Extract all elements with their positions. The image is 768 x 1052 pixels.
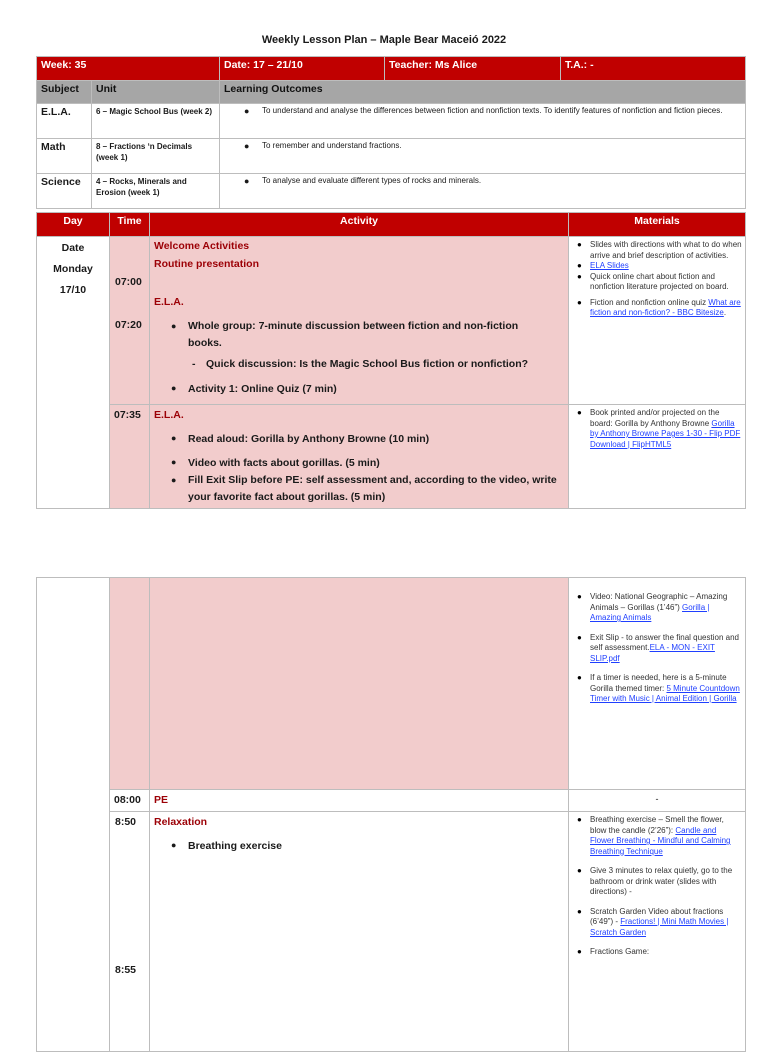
material-item xyxy=(590,408,742,450)
material-item: ● Fractions Game: xyxy=(590,947,742,958)
subject-row-ela xyxy=(37,104,746,139)
day-header: Day xyxy=(37,213,110,237)
bullet-icon: ● xyxy=(171,840,177,850)
schedule-row-ela-2 xyxy=(37,405,746,509)
material-text: Breathing exercise – Smell the flower, blow the candle (2’26”): xyxy=(590,815,724,835)
gorilla-video-link[interactable]: Gorilla | Amazing Animals xyxy=(590,602,710,622)
outcome-text: ● To analyse and evaluate different types of rocks and minerals. xyxy=(262,176,741,186)
quick-discussion-text: Quick discussion: Is the Magic School Bus fiction or nonfiction? xyxy=(206,358,529,370)
material-item xyxy=(590,673,742,705)
day-cell xyxy=(37,237,110,509)
time-0850: 8:50 xyxy=(115,816,137,828)
quick-discussion xyxy=(192,358,529,370)
read-aloud-text: Read aloud: Gorilla by Anthony Browne (10 min) xyxy=(188,433,430,445)
time-0855: 8:55 xyxy=(115,964,137,976)
ta-cell: T.A.: - xyxy=(561,57,746,81)
material-item: ● Slides with directions with what to do when arrive and brief description of activities. xyxy=(590,240,742,261)
whole-group-text: Whole group: 7-minute discussion between fiction and non-fiction books. xyxy=(188,320,519,349)
outcomes-table xyxy=(36,56,746,209)
date-cell: Date: 17 – 21/10 xyxy=(220,57,385,81)
ela-label: E.L.A. xyxy=(154,296,184,308)
subject-outcome xyxy=(220,174,746,209)
relaxation-label: Relaxation xyxy=(154,816,208,828)
materials-header: Materials xyxy=(569,213,746,237)
material-text: If a timer is needed, here is a 5-minute Gorilla themed timer: xyxy=(590,673,727,693)
subject-name: E.L.A. xyxy=(37,104,92,139)
gorilla-timer-link[interactable]: 5 Minute Countdown Timer with Music | Animal Edition | Gorilla xyxy=(590,683,740,703)
materials-list xyxy=(574,408,742,450)
subject-header-row xyxy=(37,81,746,104)
subject-unit: 4 – Rocks, Minerals and Erosion (week 1) xyxy=(92,174,220,209)
breathing-video-link[interactable]: Candle and Flower Breathing - Mindful and Calming Breathing Technique xyxy=(590,825,731,856)
time-0700: 07:00 xyxy=(115,276,142,288)
time-cell xyxy=(110,812,150,1052)
material-text: Book printed and/or projected on the board: Gorilla by Anthony Browne xyxy=(590,408,720,428)
material-item: ● Give 3 minutes to relax quietly, go to the bathroom or drink water (slides with directions) - xyxy=(590,866,742,898)
time-0720: 07:20 xyxy=(115,319,142,331)
activity-header: Activity xyxy=(150,213,569,237)
day-cell-continued xyxy=(37,578,110,1052)
outcomes-header: Learning Outcomes xyxy=(220,81,746,104)
page-title: Weekly Lesson Plan – Maple Bear Maceió 2022 xyxy=(261,34,507,46)
activity-cell xyxy=(150,812,569,1052)
material-item xyxy=(590,261,742,272)
subject-row-science xyxy=(37,174,746,209)
gorilla-book-link[interactable]: Gorilla by Anthony Browne Pages 1-30 - Flip PDF Download | FlipHTML5 xyxy=(590,418,741,449)
bullet-icon: ● xyxy=(171,475,177,485)
subject-header: Subject xyxy=(37,81,92,104)
material-item xyxy=(590,592,742,624)
week-cell: Week: 35 xyxy=(37,57,220,81)
material-item xyxy=(590,907,742,939)
subject-outcome xyxy=(220,139,746,174)
subject-row-math xyxy=(37,139,746,174)
dash-icon: - xyxy=(192,358,196,370)
subject-name: Science xyxy=(37,174,92,209)
material-item xyxy=(590,815,742,857)
ela-label: E.L.A. xyxy=(154,409,184,421)
day-date: 17/10 xyxy=(59,284,87,296)
activity-cell xyxy=(150,237,569,405)
time-cell xyxy=(110,237,150,405)
material-text: Fiction and nonfiction online quiz xyxy=(590,297,709,307)
unit-header: Unit xyxy=(92,81,220,104)
schedule-row-relaxation xyxy=(37,812,746,1052)
whole-group-bullet xyxy=(171,318,548,352)
pe-label: PE xyxy=(150,790,569,812)
materials-cell xyxy=(569,578,746,790)
bullet-icon: ● xyxy=(171,457,177,467)
materials-cell xyxy=(569,812,746,1052)
materials-list xyxy=(574,815,742,958)
bullet-icon: ● xyxy=(171,433,177,443)
subject-unit: 8 – Fractions ‘n Decimals (week 1) xyxy=(92,139,220,174)
outcome-text: ● To remember and understand fractions. xyxy=(262,141,741,151)
ela-slides-link[interactable]: ELA Slides xyxy=(590,261,629,270)
material-item xyxy=(590,633,742,665)
welcome-activities: Welcome Activities xyxy=(154,240,250,252)
materials-list xyxy=(574,581,742,705)
routine-presentation: Routine presentation xyxy=(154,258,260,270)
schedule-row-morning xyxy=(37,237,746,405)
activity-cell xyxy=(150,405,569,509)
read-aloud-bullet xyxy=(171,433,430,445)
pe-materials: - xyxy=(569,790,746,812)
breathing-text: Breathing exercise xyxy=(188,840,282,852)
subject-outcome xyxy=(220,104,746,139)
teacher-cell: Teacher: Ms Alice xyxy=(385,57,561,81)
exit-slip-link[interactable]: ELA - MON - EXIT SLIP.pdf xyxy=(590,643,715,663)
time-header: Time xyxy=(110,213,150,237)
video-bullet xyxy=(171,457,380,469)
bbc-quiz-link[interactable]: What are fiction and non-fiction? - BBC Bitesize xyxy=(590,297,741,317)
subject-name: Math xyxy=(37,139,92,174)
quiz-text: Activity 1: Online Quiz (7 min) xyxy=(188,383,337,395)
material-text: Video: National Geographic – Amazing Animals – Gorillas (1’46”) xyxy=(590,592,728,612)
info-bar xyxy=(37,57,746,81)
schedule-table-continued xyxy=(36,577,746,1052)
materials-cell xyxy=(569,405,746,509)
outcome-text: ● To understand and analyse the differences between fiction and nonfiction texts. To identify features of nonfiction and fiction pieces. xyxy=(262,106,741,116)
scratch-garden-link[interactable]: Fractions! | Mini Math Movies | Scratch Garden xyxy=(590,917,729,937)
schedule-table xyxy=(36,212,746,509)
material-text: Exit Slip - to answer the final question and self assessment. xyxy=(590,632,739,652)
video-text: Video with facts about gorillas. (5 min) xyxy=(188,457,380,469)
day-label: Date xyxy=(61,242,85,254)
schedule-header xyxy=(37,213,746,237)
material-item xyxy=(590,298,742,319)
subject-unit: 6 – Magic School Bus (week 2) xyxy=(92,104,220,139)
material-text: Scratch Garden Video about fractions (6’49”) - xyxy=(590,906,724,926)
schedule-row-pe xyxy=(37,790,746,812)
time-0800: 08:00 xyxy=(110,790,150,812)
material-item: ● Quick online chart about fiction and nonfiction literature projected on board. xyxy=(590,272,742,293)
bullet-icon: ● xyxy=(171,321,177,331)
exit-slip-bullet xyxy=(171,472,558,506)
quiz-bullet xyxy=(171,383,337,395)
day-name: Monday xyxy=(53,263,93,275)
exit-slip-text: Fill Exit Slip before PE: self assessment and, according to the video, write your favorite fact about gorillas. (5 min) xyxy=(188,474,557,503)
time-cell xyxy=(110,578,150,790)
breathing-bullet xyxy=(171,840,282,852)
activity-cell xyxy=(150,578,569,790)
material-text: . xyxy=(723,308,727,317)
bullet-icon: ● xyxy=(171,383,177,393)
materials-list xyxy=(574,240,742,319)
schedule-row-continued xyxy=(37,578,746,790)
materials-cell xyxy=(569,237,746,405)
time-0735: 07:35 xyxy=(110,405,150,509)
